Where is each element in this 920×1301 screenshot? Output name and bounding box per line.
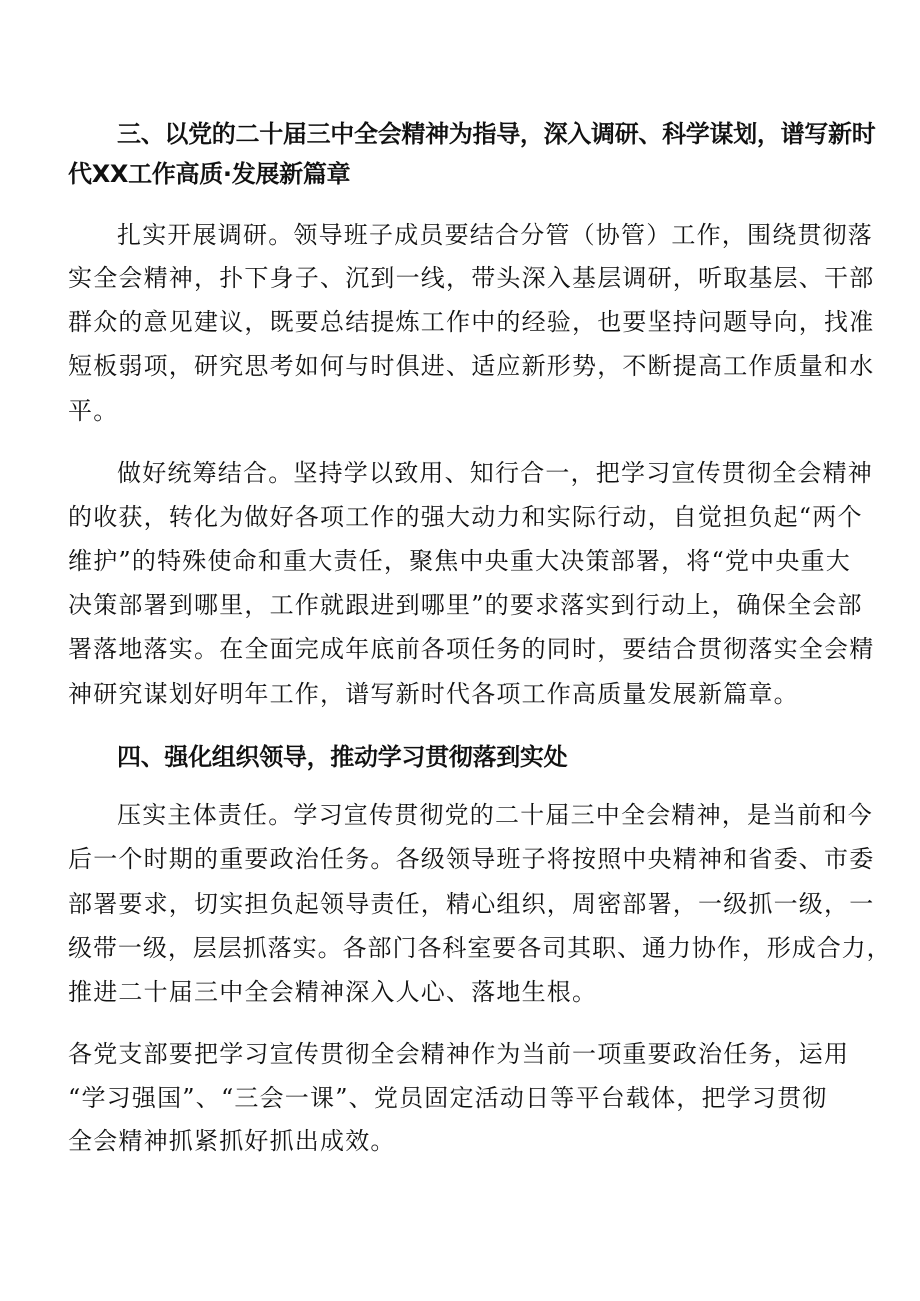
section-3-para-1-line-1: 扎实开展调研。领导班子成员要结合分管（协管）工作，围绕贯彻落: [117, 221, 873, 249]
section-3-para-1-line-3: 群众的意见建议，既要总结提炼工作中的经验，也要坚持问题导向，找准: [68, 308, 875, 336]
section-4-para-2-line-3: 全会精神抓紧抓好抓出成效。: [68, 1127, 396, 1155]
section-3-heading-line-2: 代XX工作高质·发展新篇章: [68, 160, 351, 188]
section-4-para-1-line-2: 后一个时期的重要政治任务。各级领导班子将按照中央精神和省委、市委: [68, 845, 875, 873]
section-3-para-2-line-1: 做好统筹结合。坚持学以致用、知行合一，把学习宣传贯彻全会精神: [117, 459, 873, 487]
section-3-para-1-line-2: 实全会精神，扑下身子、沉到一线，带头深入基层调研，听取基层、干部: [68, 264, 875, 292]
section-4-heading-line-1: 四、强化组织领导，推动学习贯彻落到实处: [117, 743, 568, 771]
section-4-para-2-line-2: “学习强国”、“三会一课”、党员固定活动日等平台载体，把学习贯彻: [68, 1084, 828, 1112]
section-4-para-1-line-1: 压实主体责任。学习宣传贯彻党的二十届三中全会精神，是当前和今: [117, 801, 873, 829]
section-3-para-2-line-5: 署落地落实。在全面完成年底前各项任务的同时，要结合贯彻落实全会精: [68, 635, 875, 663]
section-4-para-1-line-5: 推进二十届三中全会精神深入人心、落地生根。: [68, 978, 598, 1006]
section-3-para-2-line-4: 决策部署到哪里，工作就跟进到哪里”的要求落实到行动上，确保全会部: [68, 591, 863, 619]
section-4-para-2-line-1: 各党支部要把学习宣传贯彻全会精神作为当前一项重要政治任务，运用: [68, 1040, 850, 1068]
section-3-heading-line-1: 三、以党的二十届三中全会精神为指导，深入调研、科学谋划，谱写新时: [117, 120, 876, 148]
section-3-para-1-line-4: 短板弱项，研究思考如何与时俱进、适应新形势，不断提高工作质量和水: [68, 352, 875, 380]
section-3-para-2-line-6: 神研究谋划好明年工作，谱写新时代各项工作高质量发展新篇章。: [68, 680, 799, 708]
section-3-para-2-line-3: 维护”的特殊使命和重大责任，聚焦中央重大决策部署，将“党中央重大: [68, 547, 851, 575]
section-4-para-1-line-4: 级带一级，层层抓落实。各部门各科室要各司其职、通力协作，形成合力，: [68, 934, 892, 962]
section-3-para-2-line-2: 的收获，转化为做好各项工作的强大动力和实际行动，自觉担负起“两个: [68, 503, 863, 531]
section-4-para-1-line-3: 部署要求，切实担负起领导责任，精心组织，周密部署，一级抓一级，一: [68, 890, 875, 918]
section-3-para-1-line-5: 平。: [68, 397, 119, 425]
